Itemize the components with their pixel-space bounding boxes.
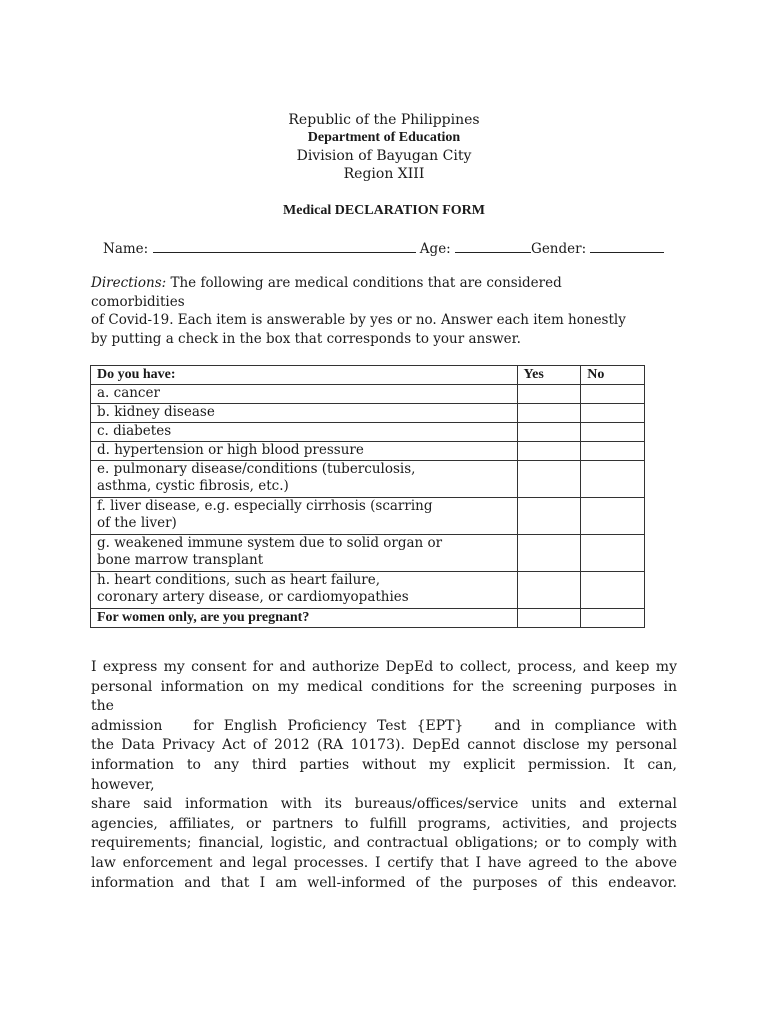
condition-cancer: a. cancer: [91, 385, 518, 404]
condition-line: bone marrow transplant: [97, 552, 264, 568]
condition-line: asthma, cystic fibrosis, etc.): [97, 478, 289, 494]
consent-line: information and that I am well-informed of the purposes of this endeavor.: [91, 874, 677, 891]
directions-line-2: comorbidities: [91, 293, 185, 310]
no-checkbox-cell[interactable]: [581, 498, 645, 535]
header-department: Department of Education: [307, 130, 461, 145]
condition-line: of the liver): [97, 515, 177, 531]
consent-line: the Data Privacy Act of 2012 (RA 10173). DepEd cannot disclose my personal: [91, 737, 677, 754]
consent-line: agencies, affiliates, or partners to fulfill programs, activities, and projects: [91, 815, 677, 832]
consent-line: admission for English Proficiency Test {EPT} and in compliance with: [91, 717, 677, 734]
consent-line: requirements; financial, logistic, and contractual obligations; or to comply with: [91, 835, 677, 852]
condition-diabetes: c. diabetes: [91, 423, 518, 442]
condition-kidney-disease: b. kidney disease: [91, 404, 518, 423]
consent-line: law enforcement and legal processes. I certify that I have agreed to the above: [91, 854, 677, 871]
condition-pulmonary: [91, 461, 518, 498]
condition-line: g. weakened immune system due to solid organ or: [97, 535, 443, 551]
yes-checkbox-cell[interactable]: [517, 442, 581, 461]
table-row: [91, 385, 645, 404]
no-checkbox-cell[interactable]: [581, 609, 645, 628]
personal-info-fields: [103, 238, 673, 257]
header-region: Region XIII: [343, 166, 425, 182]
no-checkbox-cell[interactable]: [581, 385, 645, 404]
table-row: [91, 498, 645, 535]
header-republic: Republic of the Philippines: [288, 112, 480, 128]
consent-line: the: [91, 698, 114, 715]
column-header-question: Do you have:: [91, 366, 518, 385]
no-checkbox-cell[interactable]: [581, 404, 645, 423]
directions-line-1: The following are medical conditions that are considered: [166, 275, 562, 291]
consent-line: information to any third parties without my explicit permission. It can,: [91, 756, 677, 773]
yes-checkbox-cell[interactable]: [517, 498, 581, 535]
table-row: [91, 442, 645, 461]
directions-block: [91, 274, 681, 348]
table-footer-row: [91, 609, 645, 628]
gender-label: Gender:: [531, 241, 587, 257]
yes-checkbox-cell[interactable]: [517, 461, 581, 498]
directions-line-4: by putting a check in the box that corresponds to your answer.: [91, 330, 521, 347]
consent-line: however,: [91, 776, 155, 793]
condition-line: e. pulmonary disease/conditions (tuberculosis,: [97, 461, 416, 477]
age-label: Age:: [419, 241, 451, 257]
yes-checkbox-cell[interactable]: [517, 423, 581, 442]
condition-liver-disease: [91, 498, 518, 535]
table-row: [91, 404, 645, 423]
medical-conditions-table: [90, 365, 645, 628]
table-header-row: [91, 366, 645, 385]
yes-checkbox-cell[interactable]: [517, 609, 581, 628]
no-checkbox-cell[interactable]: [581, 442, 645, 461]
consent-line: I express my consent for and authorize DepEd to collect, process, and keep my: [91, 659, 677, 675]
consent-line: share said information with its bureaus/offices/service units and external: [91, 796, 677, 813]
yes-checkbox-cell[interactable]: [517, 385, 581, 404]
no-checkbox-cell[interactable]: [581, 572, 645, 609]
gender-field[interactable]: [590, 238, 664, 253]
document-header: [0, 111, 768, 183]
condition-line: h. heart conditions, such as heart failure,: [97, 572, 381, 588]
yes-checkbox-cell[interactable]: [517, 572, 581, 609]
name-label: Name:: [103, 241, 149, 257]
table-row: [91, 461, 645, 498]
consent-line: personal information on my medical conditions for the screening purposes in: [91, 678, 677, 695]
column-header-yes: Yes: [517, 366, 581, 385]
directions-label: Directions:: [91, 275, 167, 291]
column-header-no: No: [581, 366, 645, 385]
table-row: [91, 535, 645, 572]
table-row: [91, 572, 645, 609]
condition-hypertension: d. hypertension or high blood pressure: [91, 442, 518, 461]
yes-checkbox-cell[interactable]: [517, 404, 581, 423]
condition-line: f. liver disease, e.g. especially cirrhosis (scarring: [97, 498, 433, 514]
pregnancy-question: For women only, are you pregnant?: [91, 609, 518, 628]
no-checkbox-cell[interactable]: [581, 423, 645, 442]
no-checkbox-cell[interactable]: [581, 535, 645, 572]
directions-line-3: of Covid-19. Each item is answerable by yes or no. Answer each item honestly: [91, 312, 626, 328]
table-row: [91, 423, 645, 442]
condition-heart: [91, 572, 518, 609]
name-field[interactable]: [153, 238, 416, 253]
consent-paragraph: [91, 658, 677, 893]
form-title: Medical DECLARATION FORM: [283, 203, 485, 218]
condition-immune-system: [91, 535, 518, 572]
no-checkbox-cell[interactable]: [581, 461, 645, 498]
yes-checkbox-cell[interactable]: [517, 535, 581, 572]
condition-line: coronary artery disease, or cardiomyopathies: [97, 589, 409, 605]
header-division: Division of Bayugan City: [296, 148, 472, 164]
age-field[interactable]: [455, 238, 531, 253]
